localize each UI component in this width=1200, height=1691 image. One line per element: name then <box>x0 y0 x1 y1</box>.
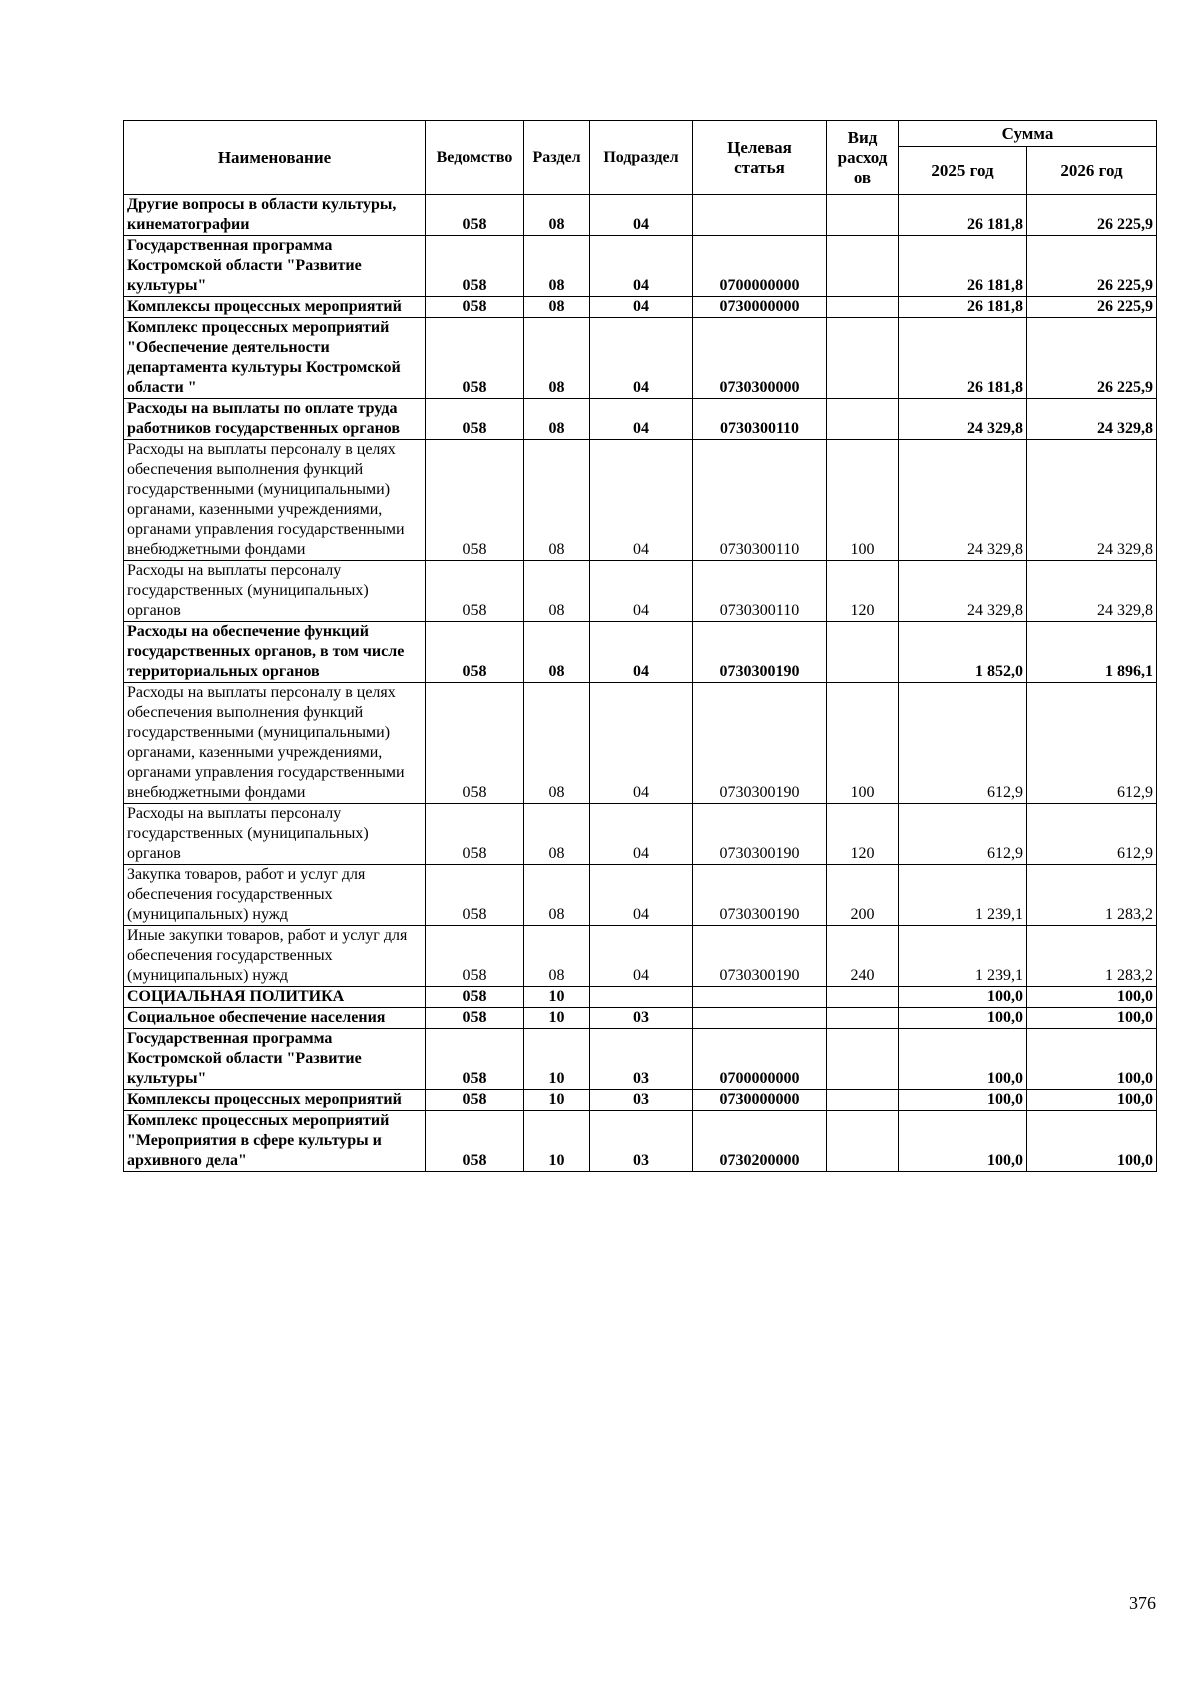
cell-department: 058 <box>426 1090 524 1111</box>
cell-sum-2025: 26 181,8 <box>899 297 1027 318</box>
table-row <box>124 318 1157 399</box>
cell-name: Комплексы процессных мероприятий <box>124 297 426 318</box>
cell-expense-type: 200 <box>827 865 899 926</box>
cell-section: 10 <box>524 987 590 1008</box>
cell-target-article <box>693 1008 827 1029</box>
cell-expense-type <box>827 236 899 297</box>
cell-name: Расходы на обеспечение функций государственных органов, в том числе территориальных органов <box>124 622 426 683</box>
cell-name: Социальное обеспечение населения <box>124 1008 426 1029</box>
cell-department: 058 <box>426 1008 524 1029</box>
cell-target-article: 0730000000 <box>693 297 827 318</box>
cell-sum-2026: 26 225,9 <box>1027 297 1157 318</box>
cell-sum-2025: 1 239,1 <box>899 865 1027 926</box>
cell-department: 058 <box>426 440 524 561</box>
cell-sum-2026: 26 225,9 <box>1027 318 1157 399</box>
cell-section: 08 <box>524 440 590 561</box>
cell-department: 058 <box>426 865 524 926</box>
cell-sum-2026: 24 329,8 <box>1027 440 1157 561</box>
cell-department: 058 <box>426 1029 524 1090</box>
cell-sum-2026: 1 283,2 <box>1027 865 1157 926</box>
cell-sum-2026: 100,0 <box>1027 987 1157 1008</box>
cell-sum-2025: 26 181,8 <box>899 236 1027 297</box>
cell-subsection: 04 <box>590 195 693 236</box>
cell-sum-2026: 1 896,1 <box>1027 622 1157 683</box>
cell-target-article: 0730300190 <box>693 622 827 683</box>
table-row <box>124 1029 1157 1090</box>
cell-sum-2026: 100,0 <box>1027 1111 1157 1172</box>
cell-sum-2026: 100,0 <box>1027 1090 1157 1111</box>
cell-department: 058 <box>426 561 524 622</box>
cell-sum-2026: 612,9 <box>1027 804 1157 865</box>
table-row <box>124 926 1157 987</box>
cell-sum-2025: 612,9 <box>899 683 1027 804</box>
cell-expense-type <box>827 1111 899 1172</box>
cell-sum-2025: 26 181,8 <box>899 195 1027 236</box>
cell-name: Государственная программа Костромской области "Развитие культуры" <box>124 236 426 297</box>
cell-name: Расходы на выплаты по оплате труда работников государственных органов <box>124 399 426 440</box>
cell-sum-2026: 1 283,2 <box>1027 926 1157 987</box>
cell-sum-2025: 612,9 <box>899 804 1027 865</box>
cell-expense-type: 100 <box>827 683 899 804</box>
table-row <box>124 683 1157 804</box>
cell-department: 058 <box>426 622 524 683</box>
header-target-article: Целевая статья <box>693 121 827 195</box>
cell-section: 08 <box>524 195 590 236</box>
cell-department: 058 <box>426 683 524 804</box>
cell-section: 08 <box>524 804 590 865</box>
cell-name: Другие вопросы в области культуры, кинематографии <box>124 195 426 236</box>
cell-section: 10 <box>524 1111 590 1172</box>
cell-expense-type <box>827 1090 899 1111</box>
cell-section: 08 <box>524 683 590 804</box>
cell-department: 058 <box>426 195 524 236</box>
cell-department: 058 <box>426 399 524 440</box>
cell-sum-2026: 26 225,9 <box>1027 195 1157 236</box>
cell-name: Иные закупки товаров, работ и услуг для обеспечения государственных (муниципальных) нужд <box>124 926 426 987</box>
table-row <box>124 865 1157 926</box>
table-row <box>124 622 1157 683</box>
cell-name: СОЦИАЛЬНАЯ ПОЛИТИКА <box>124 987 426 1008</box>
cell-subsection: 04 <box>590 622 693 683</box>
cell-expense-type: 120 <box>827 561 899 622</box>
budget-table <box>123 120 1157 1172</box>
cell-sum-2025: 24 329,8 <box>899 399 1027 440</box>
header-subsection: Подраздел <box>590 121 693 195</box>
cell-name: Расходы на выплаты персоналу государственных (муниципальных) органов <box>124 804 426 865</box>
cell-name: Расходы на выплаты персоналу государственных (муниципальных) органов <box>124 561 426 622</box>
cell-section: 08 <box>524 318 590 399</box>
cell-expense-type <box>827 622 899 683</box>
cell-sum-2025: 100,0 <box>899 1029 1027 1090</box>
cell-department: 058 <box>426 804 524 865</box>
header-name: Наименование <box>124 121 426 195</box>
cell-expense-type <box>827 297 899 318</box>
cell-sum-2026: 26 225,9 <box>1027 236 1157 297</box>
cell-sum-2026: 612,9 <box>1027 683 1157 804</box>
cell-section: 08 <box>524 297 590 318</box>
cell-section: 10 <box>524 1029 590 1090</box>
cell-target-article: 0700000000 <box>693 1029 827 1090</box>
cell-subsection: 03 <box>590 1090 693 1111</box>
cell-subsection: 03 <box>590 1111 693 1172</box>
cell-target-article: 0730300000 <box>693 318 827 399</box>
cell-name: Комплексы процессных мероприятий <box>124 1090 426 1111</box>
cell-subsection: 04 <box>590 440 693 561</box>
cell-sum-2025: 1 239,1 <box>899 926 1027 987</box>
cell-expense-type <box>827 1029 899 1090</box>
cell-department: 058 <box>426 926 524 987</box>
table-row <box>124 987 1157 1008</box>
cell-expense-type: 240 <box>827 926 899 987</box>
cell-department: 058 <box>426 297 524 318</box>
cell-target-article: 0730300110 <box>693 561 827 622</box>
cell-target-article: 0730300190 <box>693 865 827 926</box>
cell-section: 08 <box>524 926 590 987</box>
cell-name: Расходы на выплаты персоналу в целях обеспечения выполнения функций государственными (муниципальными) органами, казенными учреждениями, органами управления государственными внебюджетными фондами <box>124 440 426 561</box>
cell-name: Расходы на выплаты персоналу в целях обеспечения выполнения функций государственными (муниципальными) органами, казенными учреждениями, органами управления государственными внебюджетными фондами <box>124 683 426 804</box>
cell-subsection: 04 <box>590 683 693 804</box>
cell-sum-2025: 100,0 <box>899 987 1027 1008</box>
cell-expense-type <box>827 987 899 1008</box>
page-number: 376 <box>1129 1593 1156 1613</box>
cell-subsection: 04 <box>590 561 693 622</box>
cell-expense-type <box>827 1008 899 1029</box>
cell-expense-type: 100 <box>827 440 899 561</box>
cell-expense-type <box>827 318 899 399</box>
cell-subsection: 04 <box>590 297 693 318</box>
table-row <box>124 1090 1157 1111</box>
cell-target-article: 0730300110 <box>693 399 827 440</box>
cell-section: 08 <box>524 865 590 926</box>
table-row <box>124 440 1157 561</box>
table-row <box>124 399 1157 440</box>
cell-sum-2026: 24 329,8 <box>1027 399 1157 440</box>
cell-sum-2025: 26 181,8 <box>899 318 1027 399</box>
cell-subsection: 04 <box>590 236 693 297</box>
cell-target-article <box>693 987 827 1008</box>
cell-target-article: 0730000000 <box>693 1090 827 1111</box>
cell-name: Комплекс процессных мероприятий "Мероприятия в сфере культуры и архивного дела" <box>124 1111 426 1172</box>
cell-expense-type <box>827 399 899 440</box>
cell-department: 058 <box>426 236 524 297</box>
cell-section: 10 <box>524 1008 590 1029</box>
table-row <box>124 297 1157 318</box>
cell-subsection: 04 <box>590 926 693 987</box>
cell-subsection: 04 <box>590 399 693 440</box>
header-year-2026: 2026 год <box>1027 147 1157 195</box>
header-sum: Сумма <box>899 121 1157 147</box>
cell-sum-2026: 100,0 <box>1027 1029 1157 1090</box>
table-header <box>124 121 1157 195</box>
cell-department: 058 <box>426 987 524 1008</box>
cell-sum-2025: 100,0 <box>899 1111 1027 1172</box>
cell-subsection: 03 <box>590 1029 693 1090</box>
cell-sum-2025: 1 852,0 <box>899 622 1027 683</box>
cell-subsection <box>590 987 693 1008</box>
cell-department: 058 <box>426 1111 524 1172</box>
cell-target-article: 0700000000 <box>693 236 827 297</box>
cell-section: 08 <box>524 622 590 683</box>
cell-name: Государственная программа Костромской области "Развитие культуры" <box>124 1029 426 1090</box>
cell-section: 08 <box>524 561 590 622</box>
header-expense-type: Вид расход ов <box>827 121 899 195</box>
table-body <box>124 195 1157 1172</box>
cell-sum-2026: 24 329,8 <box>1027 561 1157 622</box>
header-department: Ведомство <box>426 121 524 195</box>
cell-target-article <box>693 195 827 236</box>
cell-section: 10 <box>524 1090 590 1111</box>
cell-sum-2025: 24 329,8 <box>899 440 1027 561</box>
table-row <box>124 561 1157 622</box>
cell-target-article: 0730300190 <box>693 804 827 865</box>
table-row <box>124 804 1157 865</box>
cell-target-article: 0730300190 <box>693 683 827 804</box>
cell-target-article: 0730200000 <box>693 1111 827 1172</box>
table-row <box>124 1111 1157 1172</box>
cell-sum-2025: 100,0 <box>899 1008 1027 1029</box>
header-year-2025: 2025 год <box>899 147 1027 195</box>
cell-expense-type: 120 <box>827 804 899 865</box>
table-row <box>124 195 1157 236</box>
cell-target-article: 0730300190 <box>693 926 827 987</box>
cell-subsection: 04 <box>590 865 693 926</box>
cell-target-article: 0730300110 <box>693 440 827 561</box>
cell-name: Комплекс процессных мероприятий "Обеспечение деятельности департамента культуры Костромской области " <box>124 318 426 399</box>
cell-name: Закупка товаров, работ и услуг для обеспечения государственных (муниципальных) нужд <box>124 865 426 926</box>
header-section: Раздел <box>524 121 590 195</box>
cell-subsection: 04 <box>590 804 693 865</box>
cell-section: 08 <box>524 399 590 440</box>
table-row <box>124 1008 1157 1029</box>
cell-subsection: 03 <box>590 1008 693 1029</box>
cell-department: 058 <box>426 318 524 399</box>
table-row <box>124 236 1157 297</box>
cell-sum-2026: 100,0 <box>1027 1008 1157 1029</box>
cell-section: 08 <box>524 236 590 297</box>
cell-expense-type <box>827 195 899 236</box>
cell-sum-2025: 24 329,8 <box>899 561 1027 622</box>
cell-subsection: 04 <box>590 318 693 399</box>
cell-sum-2025: 100,0 <box>899 1090 1027 1111</box>
